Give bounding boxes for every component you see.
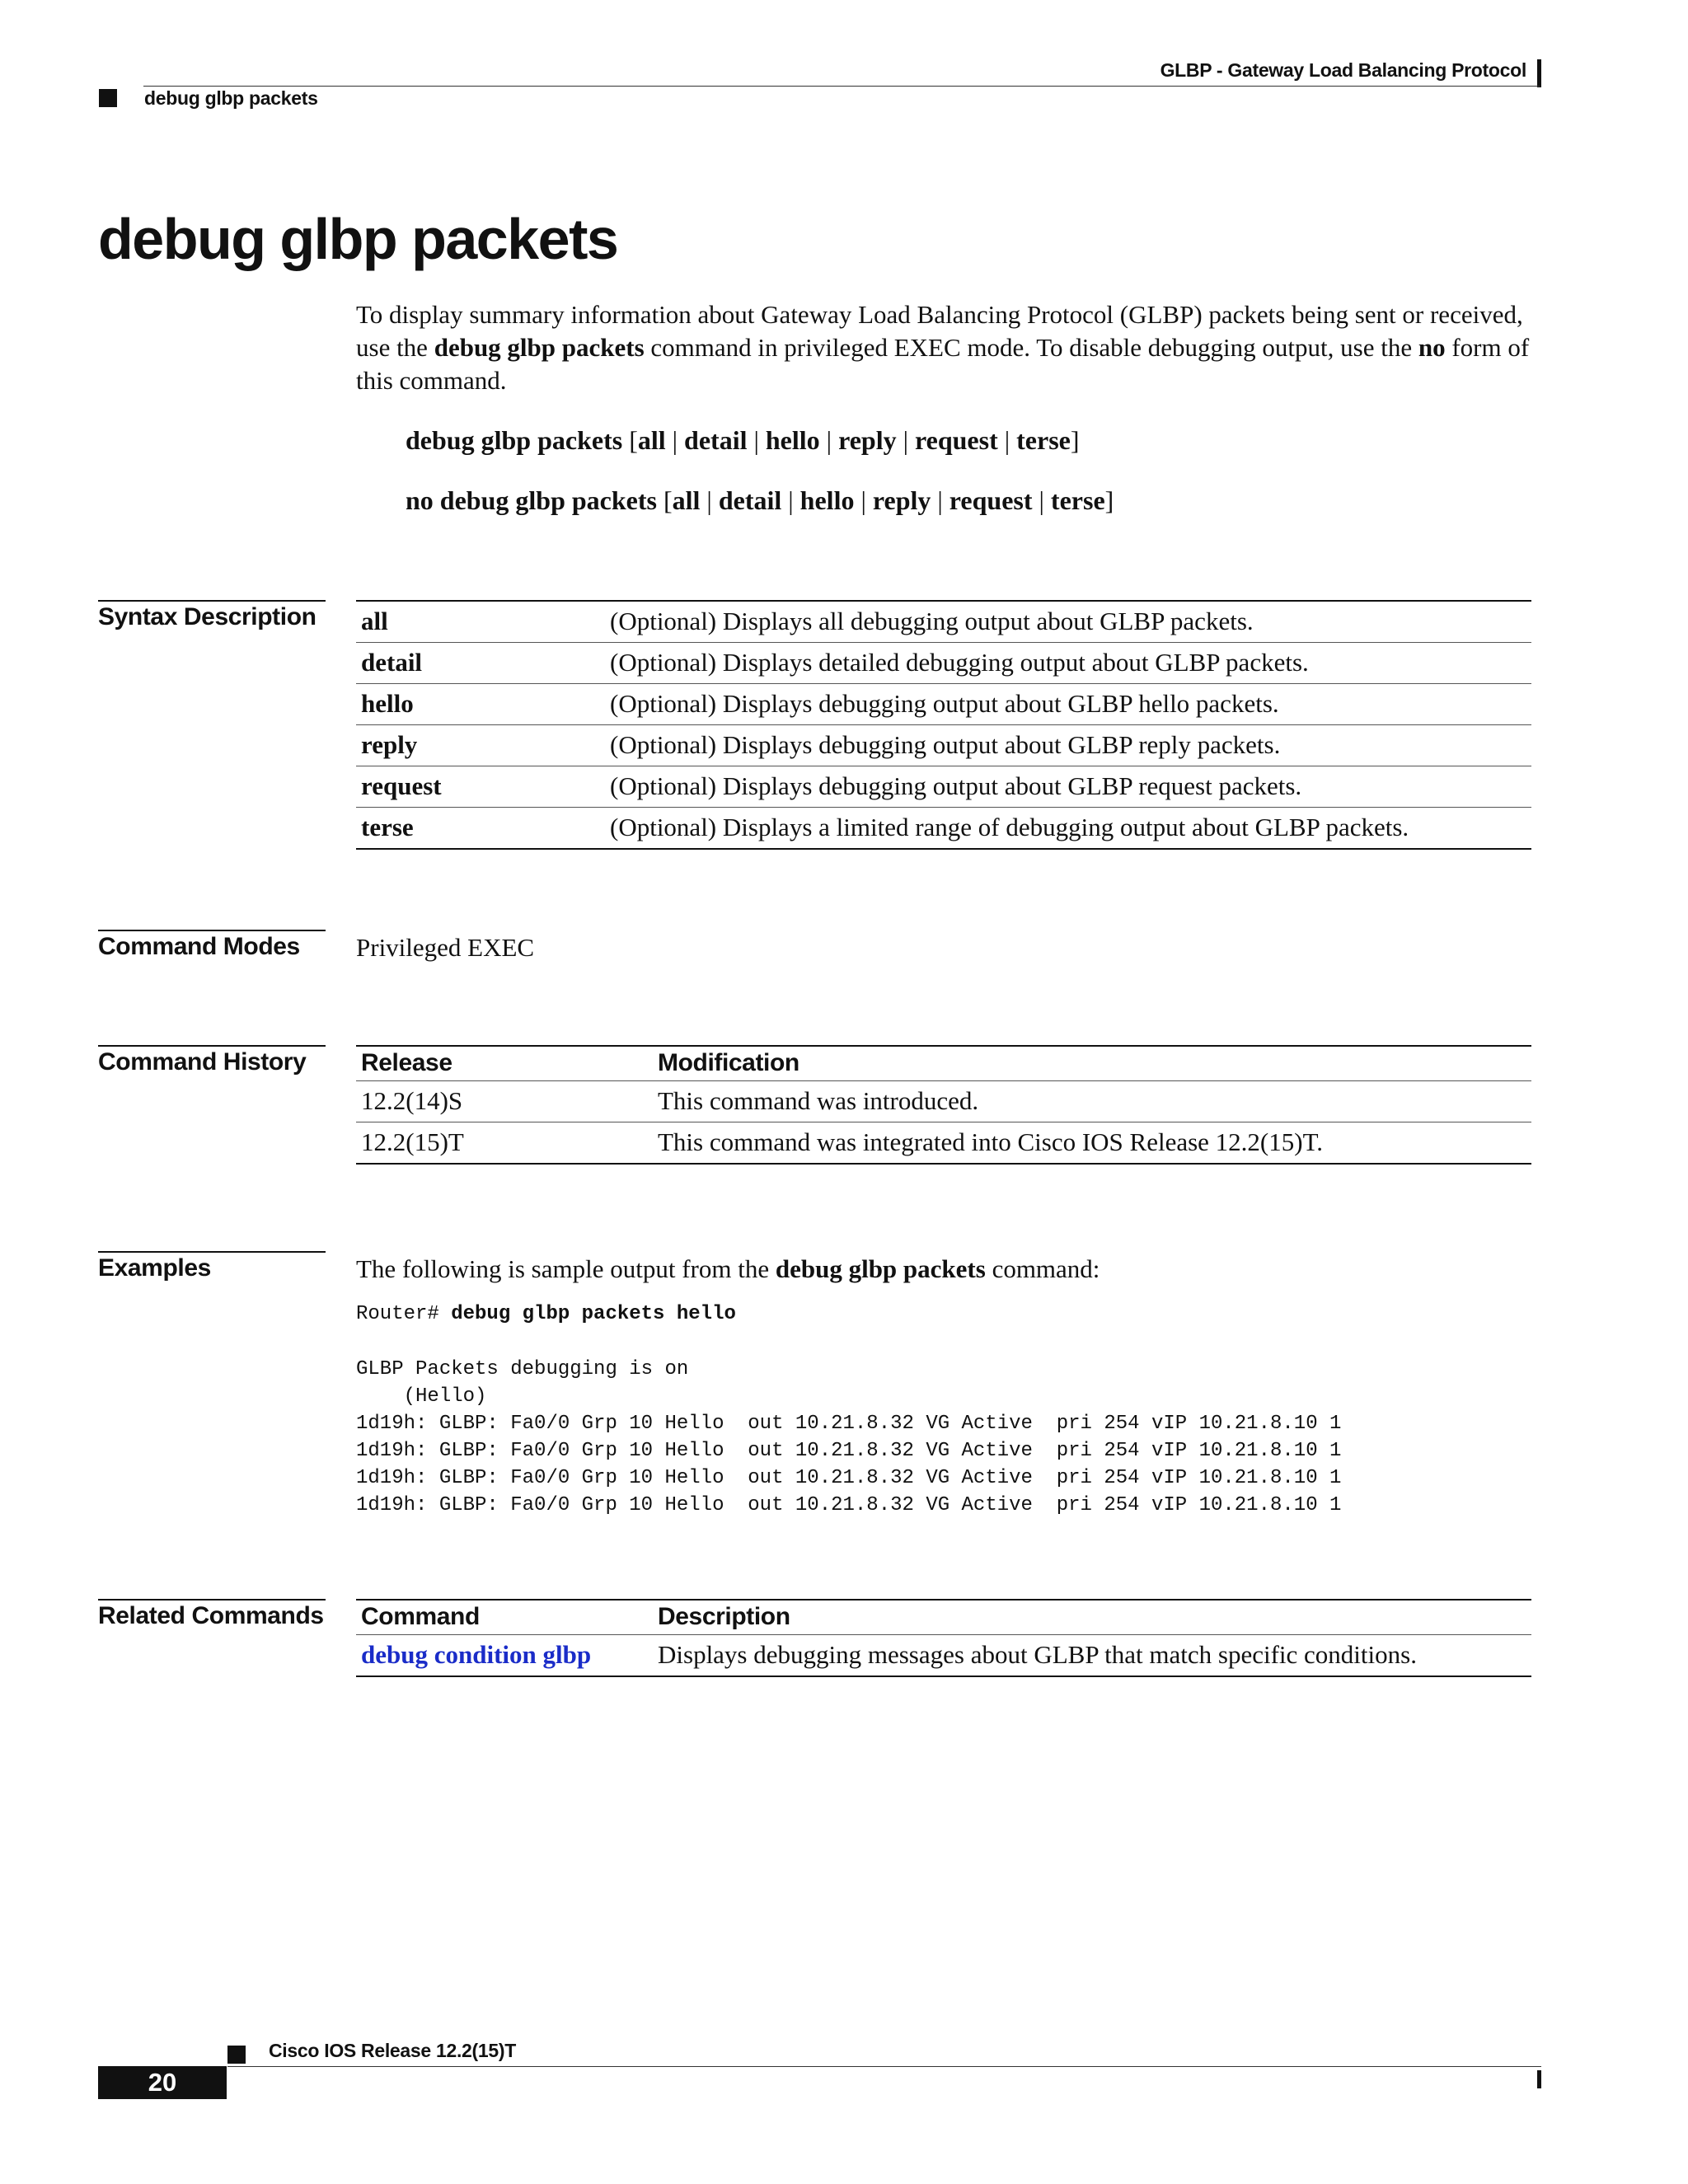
command-modes-value: Privileged EXEC bbox=[356, 933, 535, 962]
header-bar bbox=[1537, 59, 1541, 87]
section-label-command-modes: Command Modes bbox=[98, 930, 326, 961]
footer-bar bbox=[1537, 2070, 1541, 2088]
table-row: reply (Optional) Displays debugging output about GLBP reply packets. bbox=[356, 725, 1531, 766]
table-row: 12.2(14)S This command was introduced. bbox=[356, 1081, 1531, 1122]
table-row: terse (Optional) Displays a limited range of debugging output about GLBP packets. bbox=[356, 808, 1531, 850]
examples-intro-text: The following is sample output from the debug glbp packets command: bbox=[356, 1254, 1100, 1283]
page-number: 20 bbox=[98, 2066, 227, 2099]
running-header-section-title: debug glbp packets bbox=[144, 87, 318, 109]
table-row: detail (Optional) Displays detailed debugging output about GLBP packets. bbox=[356, 643, 1531, 684]
table-header-row: Command Description bbox=[356, 1600, 1531, 1635]
table-row: request (Optional) Displays debugging output about GLBP request packets. bbox=[356, 766, 1531, 808]
command-history-table bbox=[356, 1045, 1531, 1165]
related-commands-table bbox=[356, 1599, 1531, 1677]
table-row: debug condition glbp Displays debugging messages about GLBP that match specific conditions. bbox=[356, 1635, 1531, 1677]
related-command-link[interactable]: debug condition glbp bbox=[361, 1640, 592, 1669]
table-row: hello (Optional) Displays debugging output about GLBP hello packets. bbox=[356, 684, 1531, 725]
intro-paragraph: To display summary information about Gateway Load Balancing Protocol (GLBP) packets being sent or received, use the debug glbp packets command in privileged EXEC mode. To disable debugging output, use the no form of this command. bbox=[356, 300, 1530, 395]
section-label-related-commands: Related Commands bbox=[98, 1599, 326, 1630]
page-title: debug glbp packets bbox=[98, 207, 618, 271]
footer-release-label: Cisco IOS Release 12.2(15)T bbox=[269, 2040, 516, 2061]
running-header-book-title: GLBP - Gateway Load Balancing Protocol bbox=[1160, 59, 1526, 81]
example-output-block: GLBP Packets debugging is on (Hello) 1d19h: GLBP: Fa0/0 Grp 10 Hello out 10.21.8.32 VG Active pri 254 vIP 10.21.8.10 1 1d19h: GLBP: Fa0/0 Grp 10 Hello out 10.21.8.32 VG Active pri 254 vIP 10.21.8.10 1 1d19h: GLBP: Fa0/0 Grp 10 Hello out 10.21.8.32 VG Active pri 254 vIP 10.21.8.10 1 1d19h: GLBP: Fa0/0 Grp 10 Hello out 10.21.8.32 VG Active pri 254 vIP 10.21.8.10 1 bbox=[356, 1358, 1342, 1516]
section-label-syntax-description: Syntax Description bbox=[98, 600, 326, 631]
footer-square-marker bbox=[227, 2046, 246, 2064]
header-square-marker bbox=[99, 89, 117, 107]
syntax-line-debug: debug glbp packets [all | detail | hello | reply | request | terse] bbox=[406, 425, 1080, 455]
table-row: 12.2(15)T This command was integrated into Cisco IOS Release 12.2(15)T. bbox=[356, 1122, 1531, 1165]
table-header-row: Release Modification bbox=[356, 1046, 1531, 1081]
table-row: all (Optional) Displays all debugging output about GLBP packets. bbox=[356, 601, 1531, 643]
footer-rule bbox=[227, 2066, 1541, 2067]
example-command-line: Router# debug glbp packets hello bbox=[356, 1303, 736, 1325]
section-label-command-history: Command History bbox=[98, 1045, 326, 1076]
intro-command-keyword: debug glbp packets bbox=[434, 333, 645, 362]
header-rule bbox=[143, 86, 1540, 87]
syntax-line-no-debug: no debug glbp packets [all | detail | hello | reply | request | terse] bbox=[406, 485, 1114, 515]
syntax-description-table bbox=[356, 600, 1531, 850]
section-label-examples: Examples bbox=[98, 1251, 326, 1282]
intro-no-keyword: no bbox=[1418, 333, 1446, 362]
